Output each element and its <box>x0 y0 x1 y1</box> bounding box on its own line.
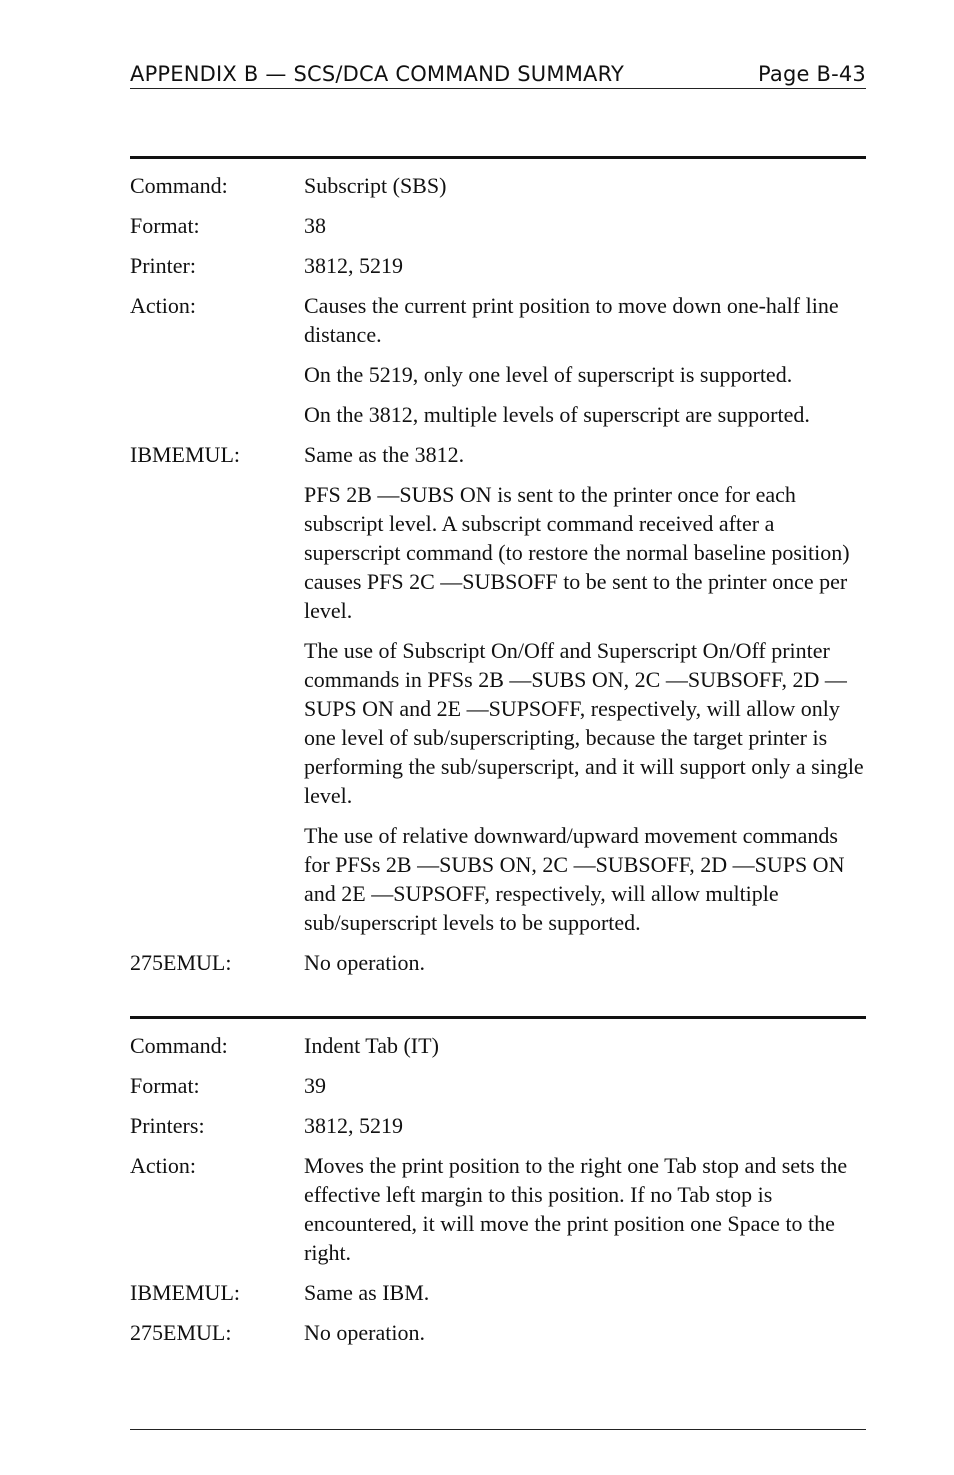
action-value <box>304 291 866 429</box>
format-value: 38 <box>304 213 326 238</box>
printer-row <box>130 1111 866 1140</box>
action-paragraph: On the 5219, only one level of superscript is supported. <box>304 362 793 387</box>
emul275-label: 275EMUL: <box>130 1320 232 1345</box>
header-title: APPENDIX B — SCS/DCA COMMAND SUMMARY <box>130 62 625 86</box>
command-row <box>130 1031 866 1060</box>
ibmemul-label: IBMEMUL: <box>130 1280 240 1305</box>
command-section-it <box>130 1019 866 1347</box>
format-label: Format: <box>130 1073 200 1098</box>
footer-rule <box>130 1429 866 1430</box>
command-row <box>130 171 866 200</box>
emul275-row <box>130 1318 866 1347</box>
emul275-value: No operation. <box>304 950 425 975</box>
ibmemul-paragraph: Same as the 3812. <box>304 442 465 467</box>
page <box>130 58 866 1347</box>
printer-value: 3812, 5219 <box>304 1113 403 1138</box>
ibmemul-row <box>130 1278 866 1307</box>
action-paragraph: On the 3812, multiple levels of superscript are supported. <box>304 402 810 427</box>
command-label: Command: <box>130 173 228 198</box>
format-value: 39 <box>304 1073 326 1098</box>
printer-label: Printer: <box>130 253 196 278</box>
page-number: Page B-43 <box>757 62 866 86</box>
command-value: Indent Tab (IT) <box>304 1033 439 1058</box>
ibmemul-value: Same as IBM. <box>304 1280 430 1305</box>
action-row <box>130 291 866 429</box>
action-row <box>130 1151 866 1267</box>
printer-value: 3812, 5219 <box>304 253 403 278</box>
format-row <box>130 211 866 240</box>
format-label: Format: <box>130 213 200 238</box>
printer-row <box>130 251 866 280</box>
printer-label: Printers: <box>130 1113 205 1138</box>
format-row <box>130 1071 866 1100</box>
ibmemul-row <box>130 440 866 937</box>
action-paragraph: Causes the current print position to move down one-half line distance. <box>304 293 839 347</box>
command-value: Subscript (SBS) <box>304 173 447 198</box>
emul275-value: No operation. <box>304 1320 425 1345</box>
ibmemul-value <box>304 440 866 937</box>
ibmemul-paragraph: The use of Subscript On/Off and Superscript On/Off printer commands in PFSs 2B —SUBS ON, 2C —SUBSOFF, 2D —SUPS ON and 2E —SUPSOFF, respectively, will allow only one level of sub/superscripting, because the target printer is performing the sub/superscript, and it will support only a single level. <box>304 638 864 808</box>
command-label: Command: <box>130 1033 228 1058</box>
ibmemul-label: IBMEMUL: <box>130 442 240 467</box>
emul275-row <box>130 948 866 977</box>
ibmemul-paragraph: The use of relative downward/upward movement commands for PFSs 2B —SUBS ON, 2C —SUBSOFF, 2D —SUPS ON and 2E —SUPSOFF, respectively, will allow multiple sub/superscript levels to be supported. <box>304 823 845 935</box>
action-label: Action: <box>130 1153 196 1178</box>
command-section-sbs <box>130 159 866 977</box>
action-value <box>304 1151 866 1267</box>
action-label: Action: <box>130 293 196 318</box>
action-paragraph: Moves the print position to the right one Tab stop and sets the effective left margin to this position. If no Tab stop is encountered, it will move the print position one Space to the right. <box>304 1153 848 1265</box>
ibmemul-paragraph: PFS 2B —SUBS ON is sent to the printer once for each subscript level. A subscript command received after a superscript command (to restore the normal baseline position) causes PFS 2C —SUBSOFF to be sent to the printer once per level. <box>304 482 850 623</box>
emul275-label: 275EMUL: <box>130 950 232 975</box>
page-header <box>130 58 866 89</box>
